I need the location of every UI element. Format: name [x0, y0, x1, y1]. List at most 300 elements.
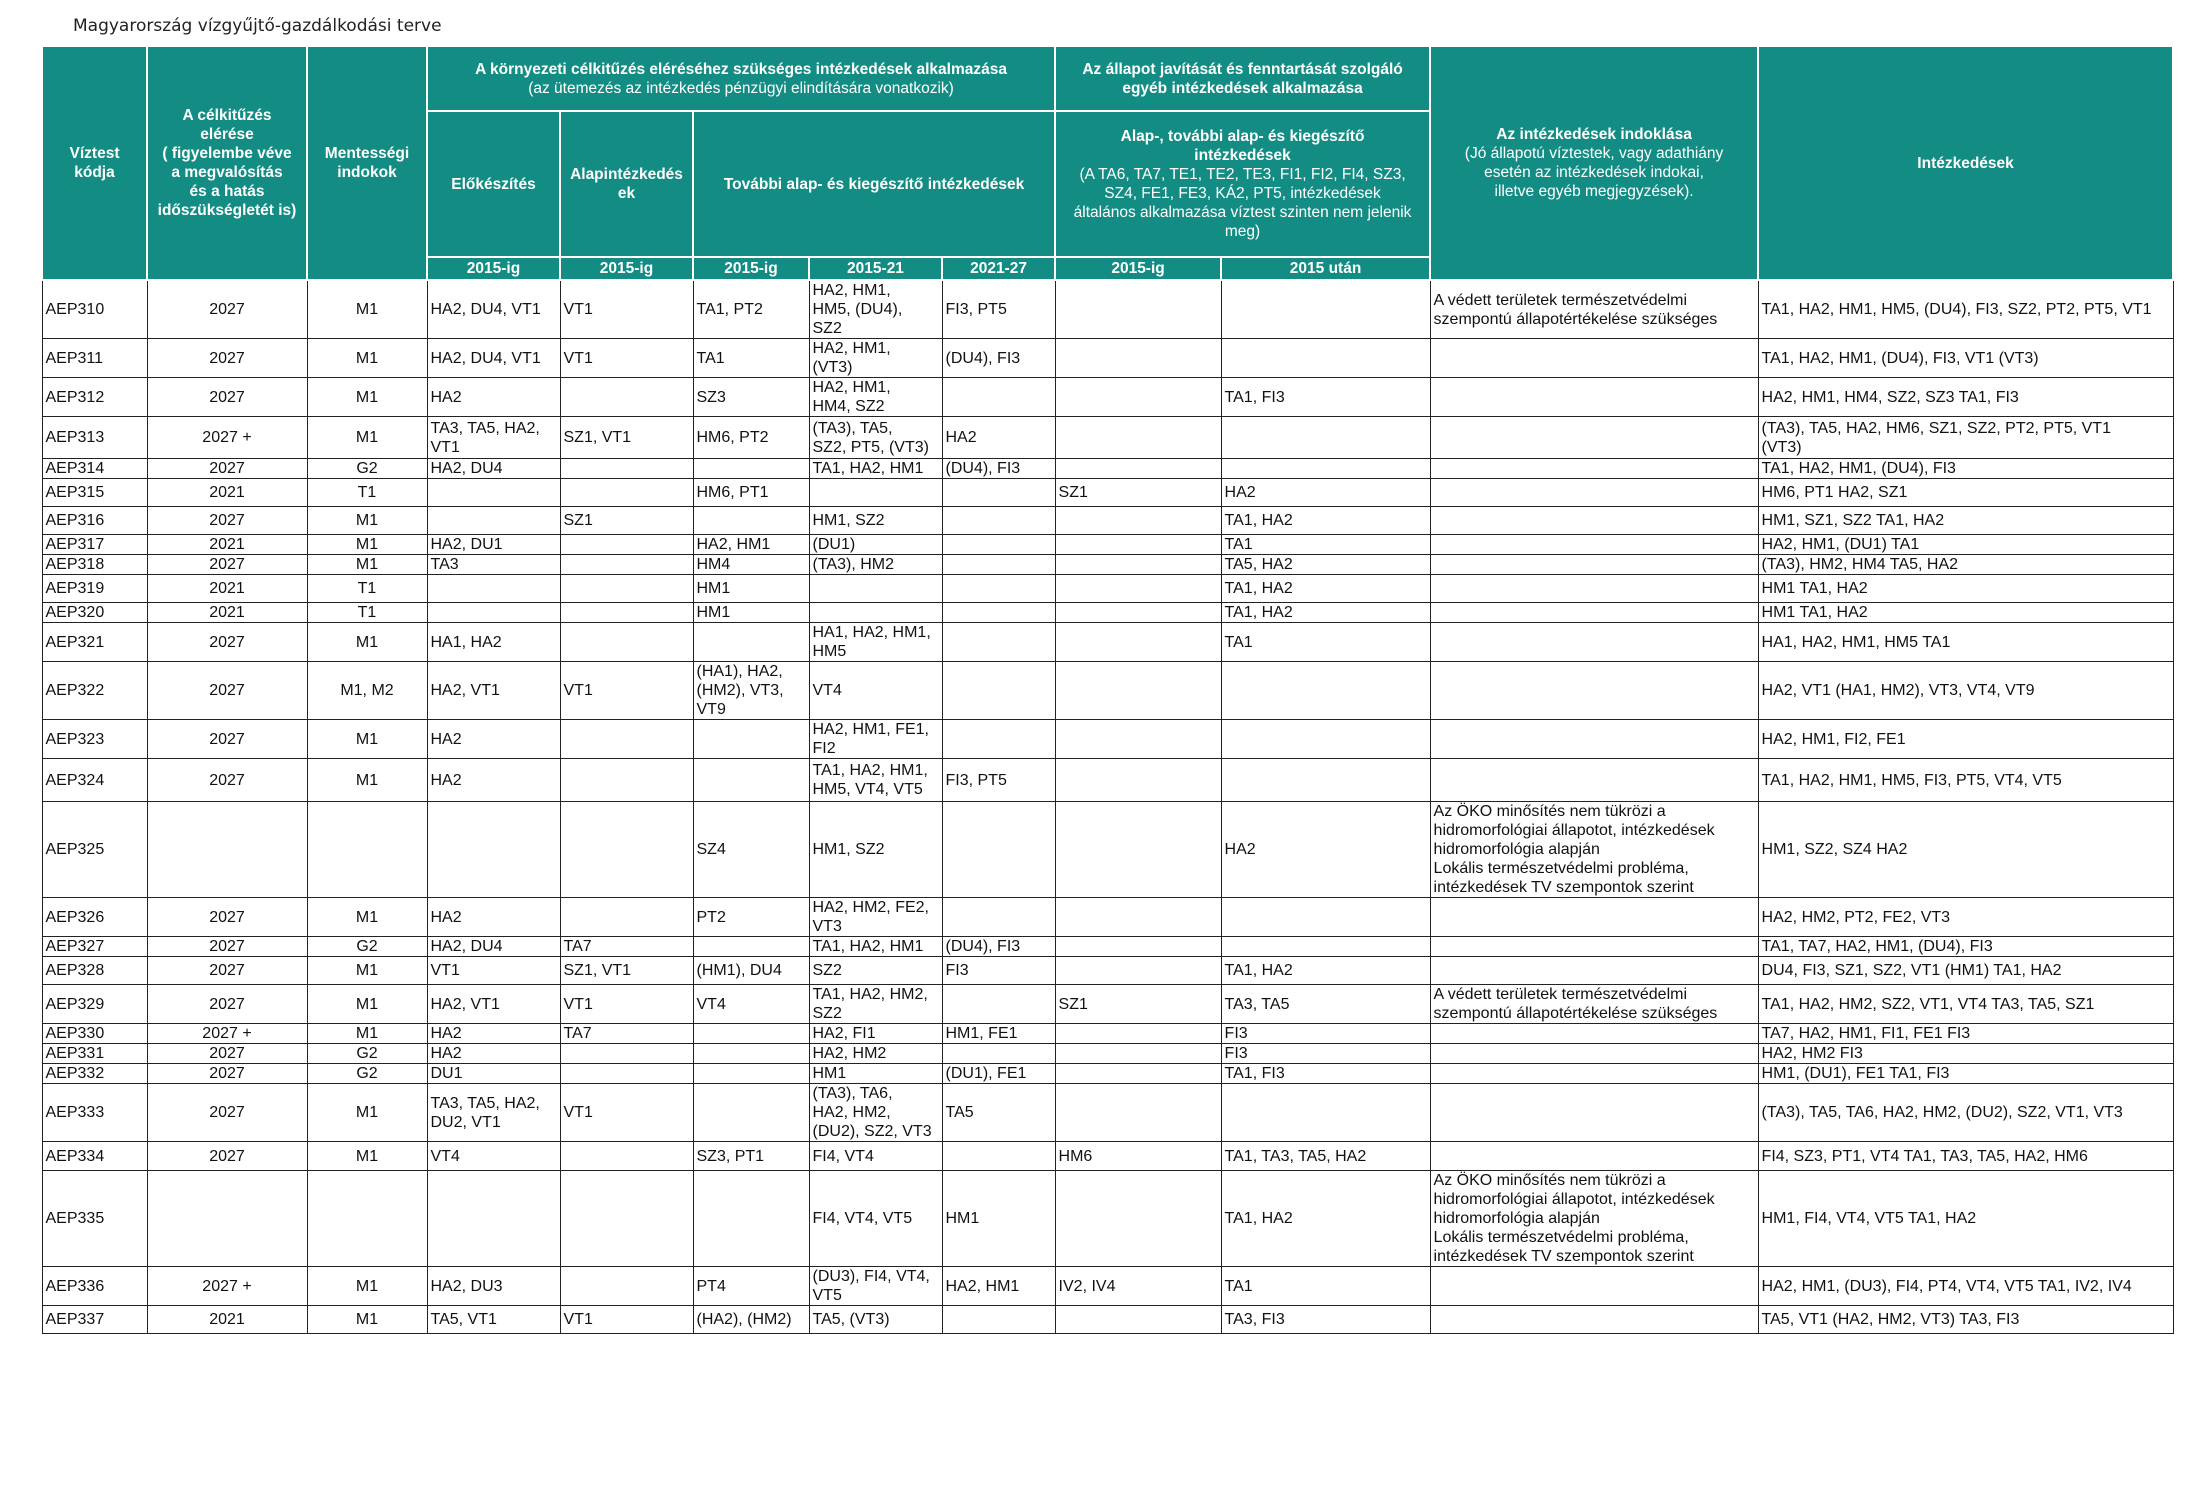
cell-further-2015: HM4: [693, 555, 809, 575]
cell-measures: TA1, HA2, HM1, (DU4), FI3: [1758, 459, 2173, 479]
cell-prep: HA2, DU4, VT1: [427, 339, 560, 378]
cell-exemption: G2: [307, 1064, 427, 1084]
cell-state-2015: [1055, 535, 1221, 555]
cell-measures: HA2, HM1, (DU1) TA1: [1758, 535, 2173, 555]
cell-state-2015: [1055, 339, 1221, 378]
cell-further-2015: PT4: [693, 1267, 809, 1306]
cell-prep: HA2, DU4: [427, 459, 560, 479]
header-water-code: Víztest kódja: [42, 46, 147, 280]
cell-state-after-2015: FI3: [1221, 1044, 1430, 1064]
cell-water-code: AEP322: [42, 662, 147, 720]
cell-measures: TA1, HA2, HM1, (DU4), FI3, VT1 (VT3): [1758, 339, 2173, 378]
cell-measures: (TA3), TA5, TA6, HA2, HM2, (DU2), SZ2, VT1, VT3: [1758, 1084, 2173, 1142]
cell-target: 2027: [147, 280, 307, 339]
cell-state-2015: [1055, 1064, 1221, 1084]
cell-prep: HA2, DU1: [427, 535, 560, 555]
cell-state-2015: [1055, 662, 1221, 720]
cell-further-2021-27: [942, 802, 1055, 898]
cell-prep: VT1: [427, 957, 560, 985]
cell-exemption: M1: [307, 1267, 427, 1306]
cell-basic: [560, 1142, 693, 1171]
cell-state-2015: [1055, 507, 1221, 535]
cell-further-2015: HM6, PT1: [693, 479, 809, 507]
cell-water-code: AEP313: [42, 417, 147, 459]
cell-justification: [1430, 1044, 1758, 1064]
cell-prep: [427, 1171, 560, 1267]
cell-further-2021-27: (DU1), FE1: [942, 1064, 1055, 1084]
cell-basic: [560, 575, 693, 603]
cell-prep: HA2: [427, 1024, 560, 1044]
cell-further-2021-27: HA2: [942, 417, 1055, 459]
cell-exemption: [307, 802, 427, 898]
cell-further-2021-27: [942, 720, 1055, 759]
cell-further-2015-21: TA1, HA2, HM1: [809, 937, 942, 957]
cell-exemption: M1: [307, 339, 427, 378]
cell-justification: [1430, 1024, 1758, 1044]
cell-target: 2021: [147, 603, 307, 623]
cell-prep: [427, 479, 560, 507]
cell-measures: HM1, (DU1), FE1 TA1, FI3: [1758, 1064, 2173, 1084]
table-row: [42, 1084, 2173, 1142]
cell-state-2015: [1055, 280, 1221, 339]
cell-state-2015: [1055, 1044, 1221, 1064]
table-row: [42, 1064, 2173, 1084]
cell-exemption: M1: [307, 417, 427, 459]
cell-further-2015: [693, 1024, 809, 1044]
cell-measures: TA1, TA7, HA2, HM1, (DU4), FI3: [1758, 937, 2173, 957]
cell-further-2015-21: TA1, HA2, HM2, SZ2: [809, 985, 942, 1024]
cell-measures: HA2, HM1, FI2, FE1: [1758, 720, 2173, 759]
cell-further-2021-27: FI3, PT5: [942, 280, 1055, 339]
cell-further-2015-21: (TA3), TA5, SZ2, PT5, (VT3): [809, 417, 942, 459]
cell-state-after-2015: TA5, HA2: [1221, 555, 1430, 575]
cell-further-2021-27: [942, 479, 1055, 507]
cell-prep: HA2, VT1: [427, 985, 560, 1024]
cell-basic: VT1: [560, 339, 693, 378]
header-state-basic: Alap-, további alap- és kiegészítő intézkedések (A TA6, TA7, TE1, TE2, TE3, FI1, FI2, FI4, SZ3, SZ4, FE1, FE3, KÁ2, PT5, intézkedések általános alkalmazása víztest szinten nem jelenik meg): [1055, 111, 1430, 257]
cell-basic: [560, 623, 693, 662]
cell-measures: HM1, SZ2, SZ4 HA2: [1758, 802, 2173, 898]
cell-exemption: M1: [307, 1084, 427, 1142]
table-row: [42, 1267, 2173, 1306]
header-target: A célkitűzés elérése ( figyelembe véve a megvalósítás és a hatás időszükségletét is): [147, 46, 307, 280]
cell-further-2021-27: TA5: [942, 1084, 1055, 1142]
cell-measures: HM1, SZ1, SZ2 TA1, HA2: [1758, 507, 2173, 535]
cell-exemption: M1, M2: [307, 662, 427, 720]
cell-water-code: AEP329: [42, 985, 147, 1024]
cell-further-2015: [693, 507, 809, 535]
cell-further-2015-21: HA2, HM1, (VT3): [809, 339, 942, 378]
cell-justification: [1430, 957, 1758, 985]
cell-target: 2027: [147, 1044, 307, 1064]
cell-exemption: M1: [307, 1024, 427, 1044]
cell-exemption: M1: [307, 378, 427, 417]
cell-target: 2027 +: [147, 417, 307, 459]
cell-measures: HM1 TA1, HA2: [1758, 575, 2173, 603]
cell-further-2015: [693, 1171, 809, 1267]
cell-basic: [560, 759, 693, 802]
cell-justification: [1430, 417, 1758, 459]
cell-target: [147, 802, 307, 898]
cell-basic: VT1: [560, 280, 693, 339]
cell-state-after-2015: FI3: [1221, 1024, 1430, 1044]
cell-basic: [560, 898, 693, 937]
cell-measures: HM6, PT1 HA2, SZ1: [1758, 479, 2173, 507]
cell-measures: HA2, HM1, (DU3), FI4, PT4, VT4, VT5 TA1, IV2, IV4: [1758, 1267, 2173, 1306]
cell-further-2015-21: (DU3), FI4, VT4, VT5: [809, 1267, 942, 1306]
cell-measures: HA1, HA2, HM1, HM5 TA1: [1758, 623, 2173, 662]
cell-exemption: M1: [307, 623, 427, 662]
cell-further-2021-27: [942, 1044, 1055, 1064]
header-year-prep: 2015-ig: [427, 257, 560, 280]
cell-exemption: M1: [307, 720, 427, 759]
cell-state-after-2015: TA1, HA2: [1221, 507, 1430, 535]
header-further: További alap- és kiegészítő intézkedések: [693, 111, 1055, 257]
table-row: [42, 1044, 2173, 1064]
cell-measures: HM1, FI4, VT4, VT5 TA1, HA2: [1758, 1171, 2173, 1267]
cell-state-after-2015: TA1, HA2: [1221, 957, 1430, 985]
cell-measures: DU4, FI3, SZ1, SZ2, VT1 (HM1) TA1, HA2: [1758, 957, 2173, 985]
table-row: [42, 339, 2173, 378]
table-row: [42, 1171, 2173, 1267]
cell-justification: [1430, 1064, 1758, 1084]
cell-state-after-2015: [1221, 339, 1430, 378]
cell-exemption: G2: [307, 459, 427, 479]
cell-basic: VT1: [560, 1306, 693, 1334]
cell-state-2015: [1055, 1306, 1221, 1334]
cell-further-2015: SZ3: [693, 378, 809, 417]
cell-prep: HA2, DU4, VT1: [427, 280, 560, 339]
cell-justification: [1430, 937, 1758, 957]
cell-target: 2027 +: [147, 1024, 307, 1044]
cell-justification: [1430, 759, 1758, 802]
cell-state-2015: SZ1: [1055, 985, 1221, 1024]
cell-further-2015: (HM1), DU4: [693, 957, 809, 985]
cell-justification: [1430, 507, 1758, 535]
cell-target: 2021: [147, 575, 307, 603]
cell-exemption: M1: [307, 535, 427, 555]
cell-measures: TA1, HA2, HM2, SZ2, VT1, VT4 TA3, TA5, SZ1: [1758, 985, 2173, 1024]
cell-further-2021-27: [942, 555, 1055, 575]
cell-target: 2027: [147, 1142, 307, 1171]
header-group-env: A környezeti célkitűzés eléréséhez szükséges intézkedések alkalmazása (az ütemezés az intézkedés pénzügyi elindítására vonatkozik): [427, 46, 1055, 111]
cell-basic: [560, 720, 693, 759]
cell-justification: [1430, 339, 1758, 378]
cell-further-2015-21: SZ2: [809, 957, 942, 985]
cell-justification: [1430, 555, 1758, 575]
cell-state-after-2015: [1221, 1084, 1430, 1142]
cell-state-2015: [1055, 759, 1221, 802]
table-row: [42, 802, 2173, 898]
cell-further-2015: HM6, PT2: [693, 417, 809, 459]
cell-justification: [1430, 459, 1758, 479]
document-title: Magyarország vízgyűjtő-gazdálkodási terve: [73, 16, 442, 36]
cell-state-2015: [1055, 1171, 1221, 1267]
cell-state-after-2015: TA1: [1221, 535, 1430, 555]
cell-state-2015: [1055, 555, 1221, 575]
cell-justification: [1430, 1267, 1758, 1306]
cell-further-2021-27: HM1: [942, 1171, 1055, 1267]
cell-further-2015: SZ3, PT1: [693, 1142, 809, 1171]
cell-basic: SZ1, VT1: [560, 417, 693, 459]
cell-further-2021-27: [942, 662, 1055, 720]
cell-further-2015: [693, 937, 809, 957]
cell-state-after-2015: TA1, HA2: [1221, 1171, 1430, 1267]
cell-further-2015: [693, 1064, 809, 1084]
cell-further-2021-27: [942, 535, 1055, 555]
cell-further-2015: VT4: [693, 985, 809, 1024]
cell-target: 2027: [147, 378, 307, 417]
cell-state-2015: IV2, IV4: [1055, 1267, 1221, 1306]
cell-water-code: AEP333: [42, 1084, 147, 1142]
cell-further-2015: [693, 759, 809, 802]
table-row: [42, 479, 2173, 507]
cell-further-2015-21: TA1, HA2, HM1, HM5, VT4, VT5: [809, 759, 942, 802]
cell-further-2015: [693, 623, 809, 662]
cell-state-after-2015: TA1: [1221, 623, 1430, 662]
cell-water-code: AEP316: [42, 507, 147, 535]
cell-water-code: AEP325: [42, 802, 147, 898]
cell-measures: TA1, HA2, HM1, HM5, FI3, PT5, VT4, VT5: [1758, 759, 2173, 802]
cell-justification: [1430, 662, 1758, 720]
cell-prep: DU1: [427, 1064, 560, 1084]
cell-further-2015: [693, 720, 809, 759]
cell-state-after-2015: TA1, HA2: [1221, 603, 1430, 623]
cell-state-2015: [1055, 603, 1221, 623]
cell-further-2015-21: HM1: [809, 1064, 942, 1084]
table-body: [42, 280, 2173, 1334]
cell-state-2015: SZ1: [1055, 479, 1221, 507]
cell-target: 2021: [147, 479, 307, 507]
cell-prep: TA5, VT1: [427, 1306, 560, 1334]
header-year-further-a: 2015-ig: [693, 257, 809, 280]
cell-state-2015: [1055, 378, 1221, 417]
cell-prep: [427, 507, 560, 535]
cell-further-2015-21: (DU1): [809, 535, 942, 555]
cell-exemption: G2: [307, 937, 427, 957]
cell-state-2015: [1055, 957, 1221, 985]
cell-prep: [427, 603, 560, 623]
cell-further-2021-27: FI3, PT5: [942, 759, 1055, 802]
cell-basic: [560, 1064, 693, 1084]
header-basic: Alapintézkedés ek: [560, 111, 693, 257]
cell-further-2021-27: [942, 1142, 1055, 1171]
cell-water-code: AEP330: [42, 1024, 147, 1044]
cell-further-2015-21: HA2, HM2, FE2, VT3: [809, 898, 942, 937]
cell-further-2015-21: HA2, HM2: [809, 1044, 942, 1064]
table-row: [42, 535, 2173, 555]
cell-state-after-2015: HA2: [1221, 802, 1430, 898]
cell-state-after-2015: [1221, 759, 1430, 802]
cell-measures: HM1 TA1, HA2: [1758, 603, 2173, 623]
cell-prep: HA2: [427, 720, 560, 759]
cell-justification: Az ÖKO minősítés nem tükrözi a hidromorfológiai állapotot, intézkedések hidromorfológia alapján Lokális természetvédelmi probléma, intézkedések TV szempontok szerint: [1430, 802, 1758, 898]
cell-justification: [1430, 898, 1758, 937]
cell-state-after-2015: [1221, 459, 1430, 479]
cell-justification: [1430, 535, 1758, 555]
cell-justification: Az ÖKO minősítés nem tükrözi a hidromorfológiai állapotot, intézkedések hidromorfológia alapján Lokális természetvédelmi probléma, intézkedések TV szempontok szerint: [1430, 1171, 1758, 1267]
header-prep: Előkészítés: [427, 111, 560, 257]
header-measures: Intézkedések: [1758, 46, 2173, 280]
cell-basic: TA7: [560, 937, 693, 957]
cell-basic: [560, 459, 693, 479]
cell-exemption: M1: [307, 1142, 427, 1171]
cell-target: 2027: [147, 623, 307, 662]
cell-further-2015-21: [809, 603, 942, 623]
cell-exemption: T1: [307, 479, 427, 507]
cell-measures: FI4, SZ3, PT1, VT4 TA1, TA3, TA5, HA2, HM6: [1758, 1142, 2173, 1171]
cell-state-2015: [1055, 720, 1221, 759]
cell-basic: [560, 1171, 693, 1267]
cell-water-code: AEP336: [42, 1267, 147, 1306]
cell-exemption: T1: [307, 575, 427, 603]
cell-basic: VT1: [560, 662, 693, 720]
cell-exemption: M1: [307, 1306, 427, 1334]
cell-measures: TA1, HA2, HM1, HM5, (DU4), FI3, SZ2, PT2, PT5, VT1: [1758, 280, 2173, 339]
table-row: [42, 662, 2173, 720]
cell-basic: [560, 603, 693, 623]
cell-water-code: AEP321: [42, 623, 147, 662]
header-justification: Az intézkedések indoklása (Jó állapotú víztestek, vagy adathiány esetén az intézkedések indokai, illetve egyéb megjegyzések).: [1430, 46, 1758, 280]
cell-further-2015-21: (TA3), TA6, HA2, HM2, (DU2), SZ2, VT3: [809, 1084, 942, 1142]
cell-water-code: AEP331: [42, 1044, 147, 1064]
cell-water-code: AEP315: [42, 479, 147, 507]
cell-further-2015-21: FI4, VT4: [809, 1142, 942, 1171]
cell-justification: [1430, 1084, 1758, 1142]
cell-justification: [1430, 623, 1758, 662]
cell-basic: [560, 1044, 693, 1064]
cell-water-code: AEP311: [42, 339, 147, 378]
cell-justification: [1430, 479, 1758, 507]
cell-further-2015: (HA1), HA2, (HM2), VT3, VT9: [693, 662, 809, 720]
cell-prep: [427, 802, 560, 898]
cell-exemption: [307, 1171, 427, 1267]
cell-state-after-2015: HA2: [1221, 479, 1430, 507]
cell-justification: [1430, 575, 1758, 603]
cell-prep: HA2: [427, 898, 560, 937]
cell-further-2015-21: TA5, (VT3): [809, 1306, 942, 1334]
cell-prep: HA2, VT1: [427, 662, 560, 720]
cell-target: 2027: [147, 555, 307, 575]
cell-water-code: AEP335: [42, 1171, 147, 1267]
cell-target: 2027: [147, 957, 307, 985]
cell-state-2015: [1055, 459, 1221, 479]
cell-basic: SZ1, VT1: [560, 957, 693, 985]
header-year-basic: 2015-ig: [560, 257, 693, 280]
cell-water-code: AEP337: [42, 1306, 147, 1334]
cell-further-2015: [693, 1044, 809, 1064]
cell-state-after-2015: [1221, 417, 1430, 459]
cell-water-code: AEP327: [42, 937, 147, 957]
cell-water-code: AEP334: [42, 1142, 147, 1171]
header-year-state-a: 2015-ig: [1055, 257, 1221, 280]
header-exemption: Mentességi indokok: [307, 46, 427, 280]
header-year-state-b: 2015 után: [1221, 257, 1430, 280]
cell-water-code: AEP323: [42, 720, 147, 759]
table-row: [42, 280, 2173, 339]
cell-further-2015-21: (TA3), HM2: [809, 555, 942, 575]
table-row: [42, 555, 2173, 575]
header-year-further-c: 2021-27: [942, 257, 1055, 280]
cell-further-2015-21: HA2, FI1: [809, 1024, 942, 1044]
cell-further-2015-21: HA2, HM1, HM4, SZ2: [809, 378, 942, 417]
cell-further-2021-27: [942, 378, 1055, 417]
cell-basic: [560, 535, 693, 555]
cell-state-after-2015: TA1: [1221, 1267, 1430, 1306]
cell-target: [147, 1171, 307, 1267]
cell-prep: HA2: [427, 759, 560, 802]
cell-target: 2027 +: [147, 1267, 307, 1306]
table-row: [42, 759, 2173, 802]
cell-further-2015-21: FI4, VT4, VT5: [809, 1171, 942, 1267]
table-row: [42, 957, 2173, 985]
cell-basic: VT1: [560, 1084, 693, 1142]
cell-prep: TA3, TA5, HA2, VT1: [427, 417, 560, 459]
cell-prep: TA3, TA5, HA2, DU2, VT1: [427, 1084, 560, 1142]
cell-state-after-2015: TA1, HA2: [1221, 575, 1430, 603]
cell-state-2015: [1055, 575, 1221, 603]
cell-target: 2027: [147, 898, 307, 937]
cell-further-2015-21: TA1, HA2, HM1: [809, 459, 942, 479]
cell-justification: [1430, 603, 1758, 623]
table-row: [42, 898, 2173, 937]
cell-state-2015: HM6: [1055, 1142, 1221, 1171]
cell-water-code: AEP314: [42, 459, 147, 479]
cell-prep: HA2, DU4: [427, 937, 560, 957]
cell-basic: [560, 1267, 693, 1306]
cell-exemption: M1: [307, 507, 427, 535]
cell-further-2015: TA1, PT2: [693, 280, 809, 339]
cell-further-2015: HM1: [693, 575, 809, 603]
cell-exemption: M1: [307, 985, 427, 1024]
cell-further-2015: HA2, HM1: [693, 535, 809, 555]
table-row: [42, 937, 2173, 957]
cell-exemption: M1: [307, 898, 427, 937]
cell-state-after-2015: TA1, FI3: [1221, 1064, 1430, 1084]
cell-measures: TA5, VT1 (HA2, HM2, VT3) TA3, FI3: [1758, 1306, 2173, 1334]
cell-target: 2027: [147, 937, 307, 957]
cell-justification: A védett területek természetvédelmi szempontú állapotértékelése szükséges: [1430, 985, 1758, 1024]
cell-basic: [560, 802, 693, 898]
cell-water-code: AEP332: [42, 1064, 147, 1084]
cell-prep: HA2: [427, 378, 560, 417]
cell-target: 2027: [147, 1084, 307, 1142]
cell-target: 2027: [147, 1064, 307, 1084]
cell-further-2021-27: FI3: [942, 957, 1055, 985]
cell-water-code: AEP324: [42, 759, 147, 802]
cell-state-after-2015: [1221, 898, 1430, 937]
cell-prep: HA2, DU3: [427, 1267, 560, 1306]
cell-exemption: G2: [307, 1044, 427, 1064]
cell-state-2015: [1055, 802, 1221, 898]
cell-water-code: AEP310: [42, 280, 147, 339]
cell-state-2015: [1055, 1024, 1221, 1044]
table-row: [42, 575, 2173, 603]
cell-further-2021-27: (DU4), FI3: [942, 339, 1055, 378]
cell-water-code: AEP319: [42, 575, 147, 603]
cell-target: 2027: [147, 662, 307, 720]
cell-state-2015: [1055, 898, 1221, 937]
cell-measures: HA2, VT1 (HA1, HM2), VT3, VT4, VT9: [1758, 662, 2173, 720]
table-row: [42, 720, 2173, 759]
cell-target: 2027: [147, 459, 307, 479]
cell-exemption: M1: [307, 280, 427, 339]
cell-target: 2021: [147, 535, 307, 555]
cell-state-2015: [1055, 417, 1221, 459]
cell-state-after-2015: [1221, 720, 1430, 759]
cell-basic: SZ1: [560, 507, 693, 535]
cell-state-after-2015: TA3, TA5: [1221, 985, 1430, 1024]
